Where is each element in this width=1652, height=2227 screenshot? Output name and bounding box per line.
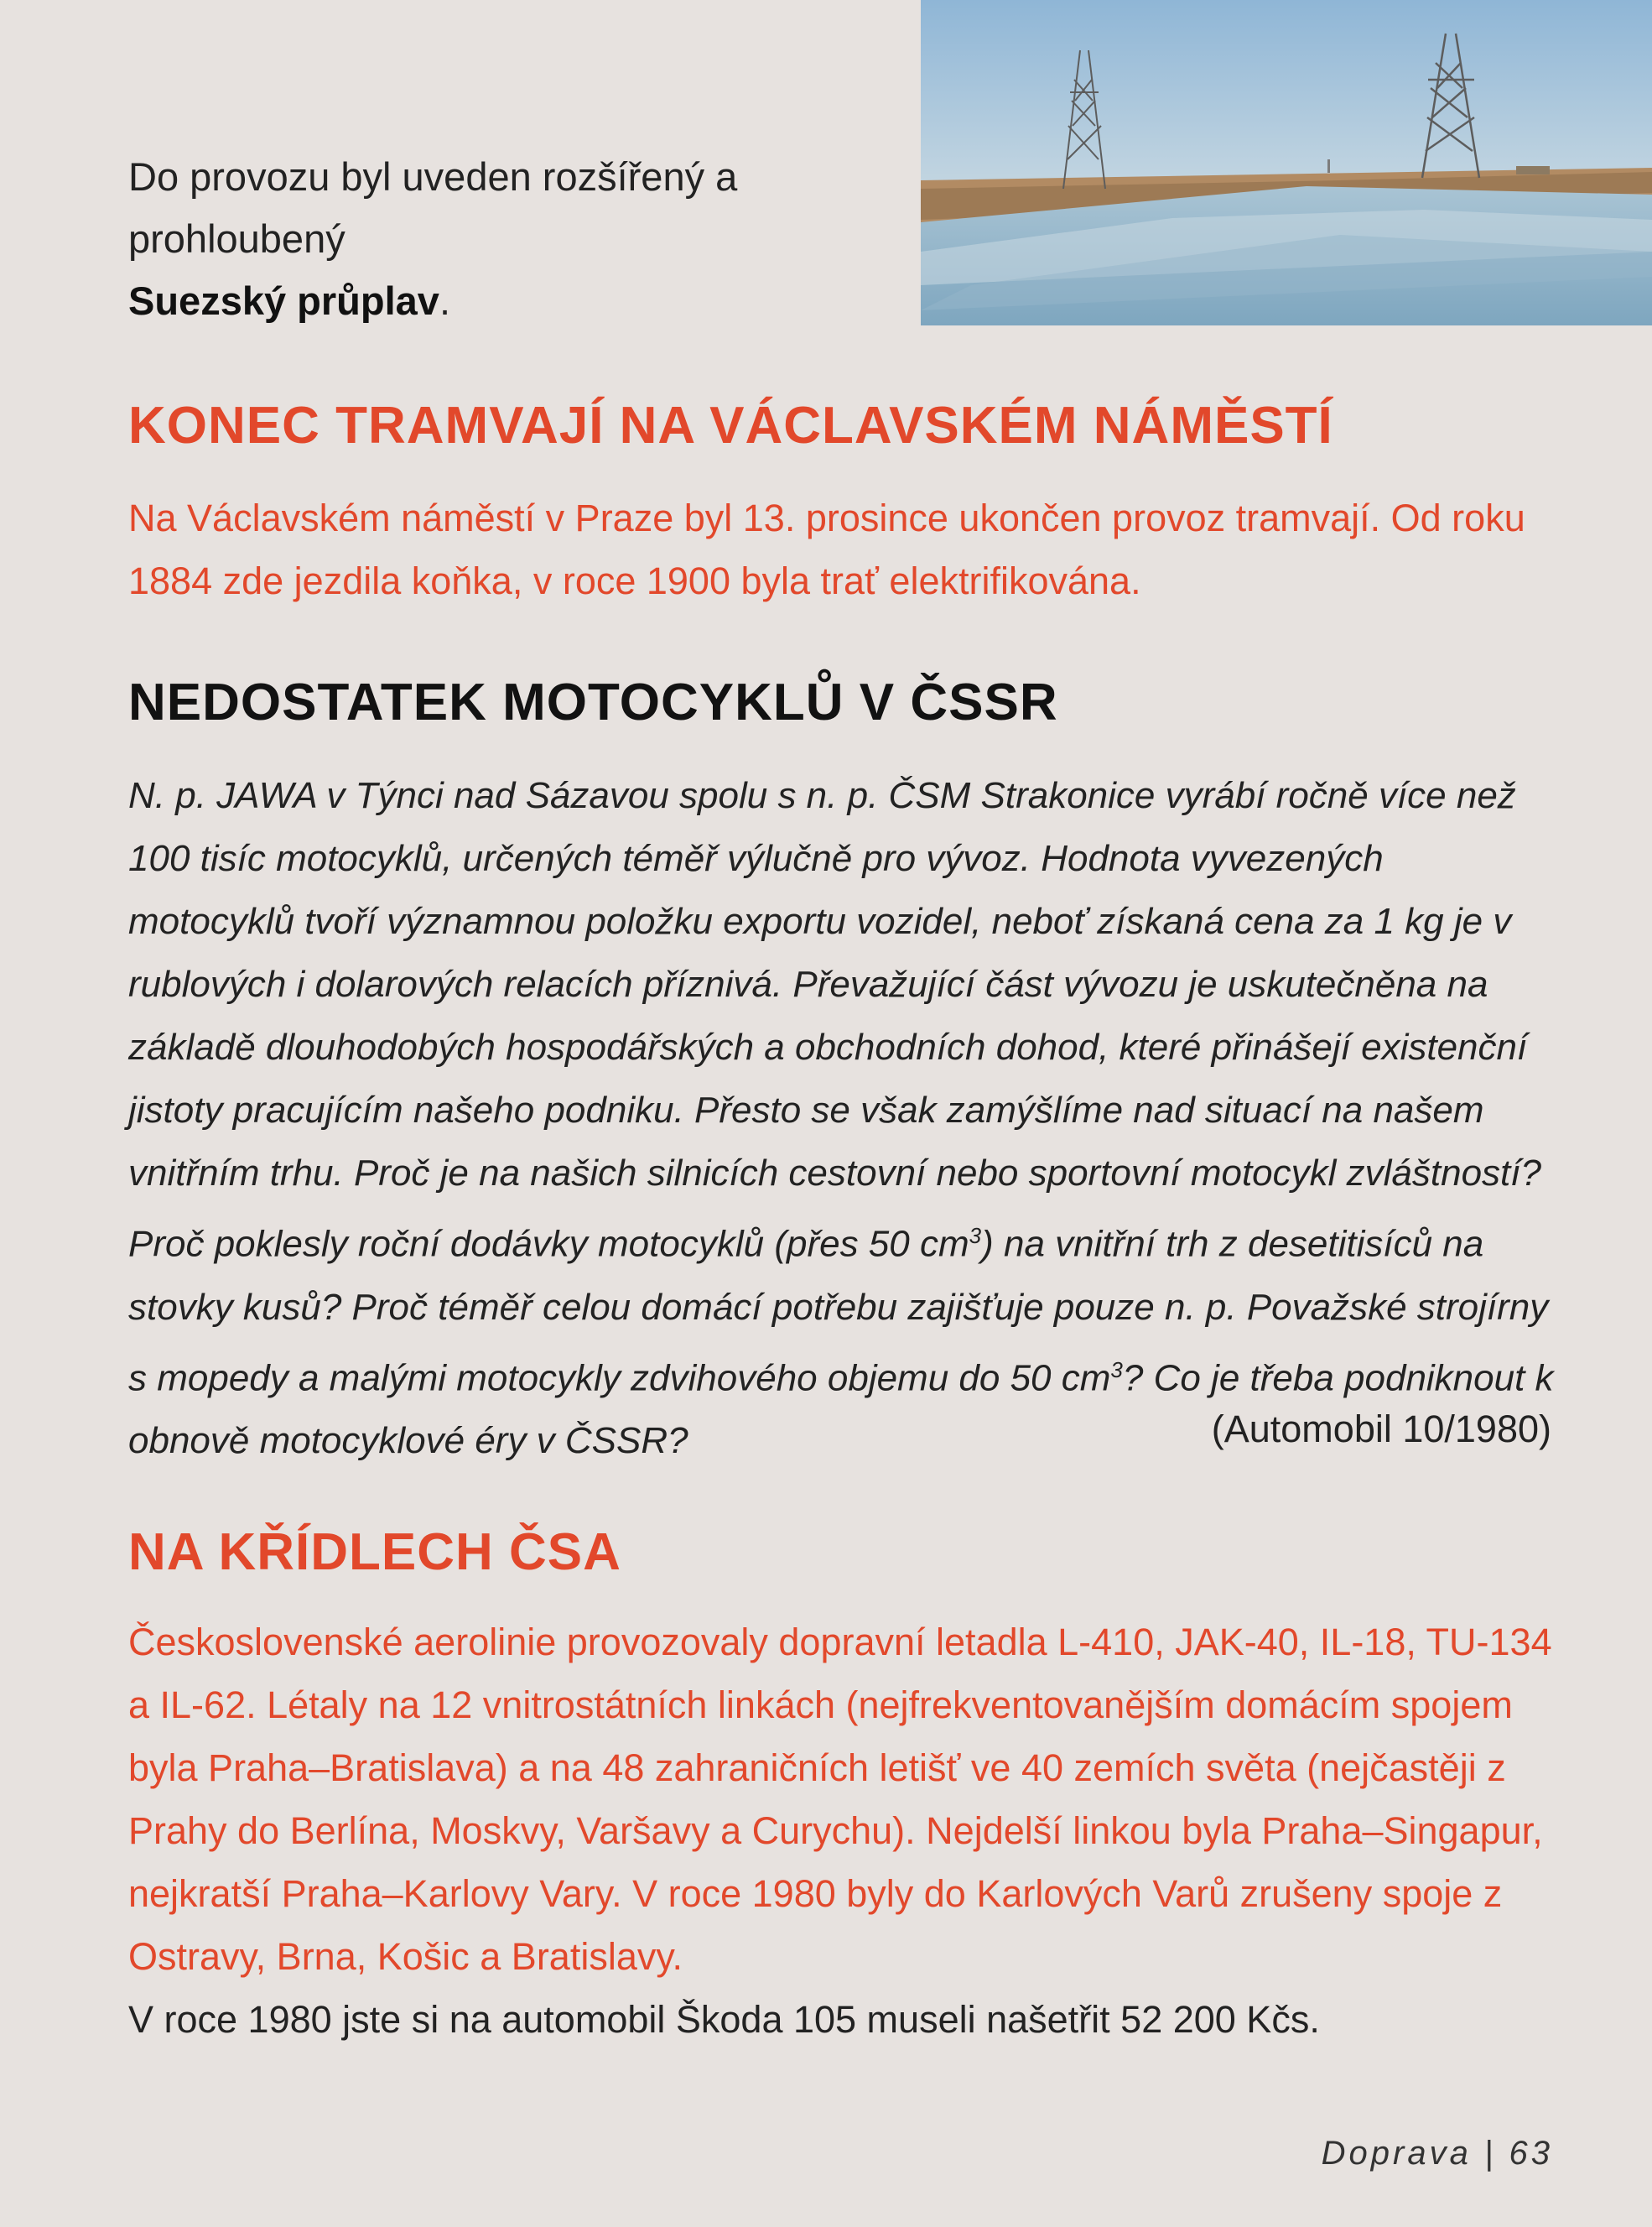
moto-body-a: N. p. JAWA v Týnci nad Sázavou spolu s n. p. ČSM Strakonice vyrábí ročně více než 100 tisíc motocyklů, určených téměř výlučně pro vývoz. Hodnota vyvezených motocyklů tvoří významnou položku exportu vozidel, neboť získaná cena za 1 kg je v rublových i dolarových relacích příznivá. Převažující část vývozu je uskutečněna na základě dlouhodobých hospodářských a obchodních dohod, které přinášejí existenční jistoty pracujícím našeho podniku. Přesto se však zamýšlíme nad situací na našem vnitřním trhu. Proč je na našich silnicích cestovní nebo sportovní motocykl zvláštností? Proč poklesly roční dodávky motocyklů (přes 50 cm: [128, 775, 1541, 1265]
moto-heading: NEDOSTATEK MOTOCYKLŮ V ČSSR: [128, 674, 1058, 731]
moto-sup-b: 3: [1110, 1356, 1123, 1382]
footer-section: Doprava: [1321, 2135, 1472, 2172]
skoda-note: V roce 1980 jste si na automobil Škoda 105 museli našetřit 52 200 Kčs.: [128, 1998, 1320, 2041]
tram-body: Na Václavském náměstí v Praze byl 13. prosince ukončen provoz tramvají. Od roku 1884 zde jezdila koňka, v roce 1900 byla trať elektrifikována.: [128, 497, 1525, 602]
suez-intro-end: .: [439, 278, 450, 323]
csa-heading: NA KŘÍDLECH ČSA: [128, 1523, 621, 1581]
tram-heading: KONEC TRAMVAJÍ NA VÁCLAVSKÉM NÁMĚSTÍ: [128, 397, 1333, 455]
moto-body-c: ? Co je třeba podniknout k obnově motocyklové éry v ČSSR?: [128, 1357, 1554, 1462]
suez-canal-name: Suezský průplav: [128, 278, 439, 323]
csa-body: Československé aerolinie provozovaly dopravní letadla L-410, JAK-40, IL-18, TU-134 a IL-62. Létaly na 12 vnitrostátních linkách (nejfrekventovanějším domácím spojem byla Praha–Bratislava) a na 48 zahraničních letišť ve 40 zemích světa (nejčastěji z Prahy do Berlína, Moskvy, Varšavy a Curychu). Nejdelší linkou byla Praha–Singapur, nejkratší Praha–Karlovy Vary. V roce 1980 byly do Karlových Varů zrušeny spoje z Ostravy, Brna, Košic a Bratislavy.: [128, 1621, 1552, 1978]
footer-separator: |: [1471, 2135, 1509, 2172]
suez-canal-photo: [921, 0, 1652, 325]
moto-source: (Automobil 10/1980): [1211, 1407, 1551, 1450]
page-footer: [1322, 2135, 1553, 2172]
moto-body: [128, 764, 1554, 1472]
page-number: 63: [1509, 2135, 1553, 2172]
suez-intro: [128, 146, 900, 332]
suez-intro-text: Do provozu byl uveden rozšířený a prohloubený: [128, 154, 738, 261]
moto-body-b: ) na vnitřní trh z desetitisíců na stovky kusů? Proč téměř celou domácí potřebu zajišťuje pouze n. p. Považské strojírny s mopedy a malými motocykly zdvihového objemu do 50 cm: [128, 1223, 1549, 1399]
moto-sup-a: 3: [969, 1223, 982, 1248]
